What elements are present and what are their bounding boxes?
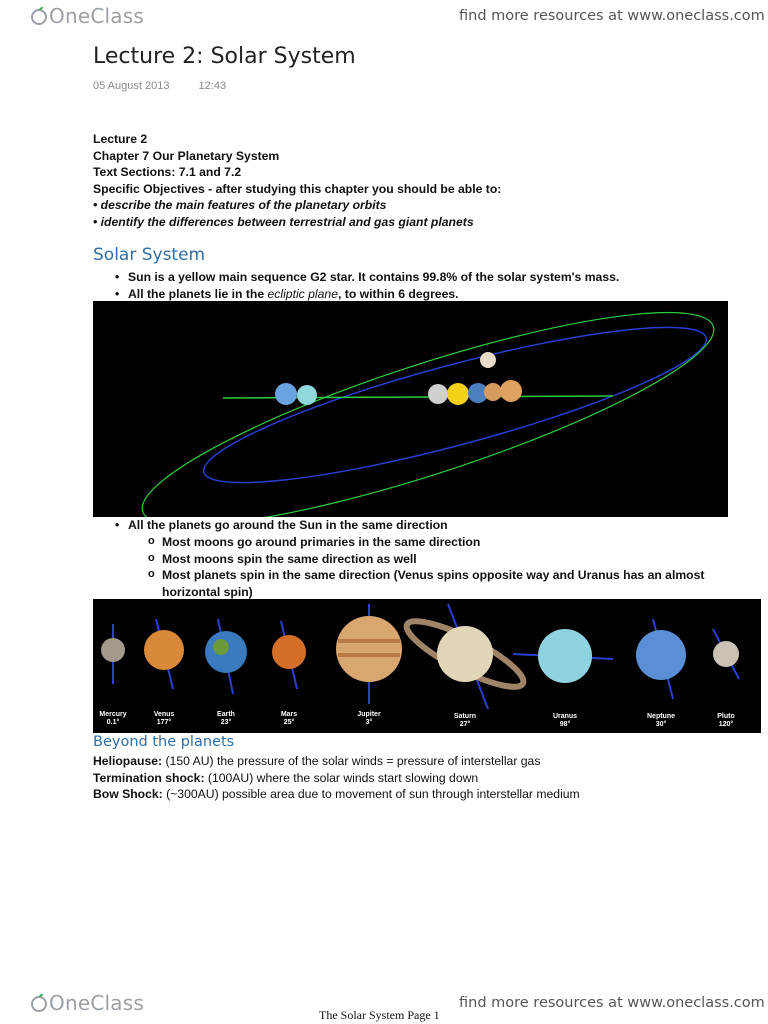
planet-label-saturn xyxy=(440,713,490,729)
planet-pluto xyxy=(713,641,739,667)
footer-page-label: The Solar System Page 1 xyxy=(319,1008,440,1022)
intro-line: Lecture 2 xyxy=(93,132,148,146)
planet-neptune xyxy=(636,630,686,680)
bullet-item: • All the planets go around the Sun in the same direction xyxy=(115,517,448,534)
intro-line: Text Sections: 7.1 and 7.2 xyxy=(93,165,242,179)
term-termination-shock: Termination shock: xyxy=(93,770,205,785)
bullet-emphasis: ecliptic plane xyxy=(267,286,338,301)
planet-tilt: 27° xyxy=(459,721,471,728)
planet-tilt: 30° xyxy=(655,721,667,728)
planet-tilt: 120° xyxy=(718,721,734,728)
objective-item: • describe the main features of the planetary orbits xyxy=(93,198,387,212)
logo-text: OneClass xyxy=(49,991,144,1015)
oneclass-logo-icon xyxy=(30,7,48,25)
footer-oneclass-logo[interactable] xyxy=(30,991,144,1015)
planet-label-mercury xyxy=(88,711,138,727)
intro-block xyxy=(93,131,501,230)
section-heading-beyond: Beyond the planets xyxy=(93,734,235,750)
planet-name: Mercury xyxy=(99,711,127,718)
beyond-text: (150 AU) the pressure of the solar winds = pressure of interstellar gas xyxy=(162,754,541,768)
term-heliopause: Heliopause: xyxy=(93,754,163,768)
promo-link[interactable]: find more resources at www.oneclass.com xyxy=(459,8,765,24)
oneclass-logo-icon xyxy=(30,994,48,1012)
planet-spin-image xyxy=(93,599,761,733)
planet-jupiter xyxy=(336,616,402,682)
beyond-text: (100AU) where the solar winds start slowing down xyxy=(204,770,479,785)
planet-saturn xyxy=(437,626,493,682)
planet-label-neptune xyxy=(636,713,686,729)
logo-text: OneClass xyxy=(49,4,144,28)
bullet-text: All the planets lie in the xyxy=(128,286,268,301)
planet-label-venus xyxy=(139,711,189,727)
beyond-line xyxy=(93,753,580,770)
term-bow-shock: Bow Shock: xyxy=(93,787,163,801)
planet-venus xyxy=(144,630,184,670)
planet-name: Venus xyxy=(153,711,175,718)
planet-tilt: 23° xyxy=(220,719,232,726)
page-meta xyxy=(93,80,252,92)
ecliptic-orbits-graphic xyxy=(93,301,728,517)
planet-label-uranus xyxy=(540,713,590,729)
planet-tilt: 0.1° xyxy=(106,719,120,726)
planet-uranus xyxy=(538,629,592,683)
intro-line: Chapter 7 Our Planetary System xyxy=(93,148,280,163)
ecliptic-orbits-image xyxy=(93,301,728,517)
intro-line: Specific Objectives - after studying this chapter you should be able to: xyxy=(93,181,502,196)
page-time: 12:43 xyxy=(198,80,227,92)
planet-name: Earth xyxy=(217,711,235,718)
bullet-list xyxy=(115,269,619,302)
beyond-line xyxy=(93,786,580,803)
planet-tilt: 177° xyxy=(156,719,172,726)
sub-bullet-item: o Most moons go around primaries in the same direction xyxy=(148,534,708,551)
sub-bullet-item: o Most planets spin in the same direction (Venus spins opposite way and Uranus has an almost horizontal spin) xyxy=(148,567,708,600)
planet-name: Jupiter xyxy=(357,711,381,718)
planet-name: Neptune xyxy=(647,713,675,720)
page-date: 05 August 2013 xyxy=(93,80,170,92)
bullet-item: • Sun is a yellow main sequence G2 star. It contains 99.8% of the solar system's mass. xyxy=(115,269,619,286)
planet-label-earth xyxy=(201,711,251,727)
planet-mars xyxy=(272,635,306,669)
footer-promo-link[interactable]: find more resources at www.oneclass.com xyxy=(459,995,765,1011)
bullet-text: , to within 6 degrees. xyxy=(337,286,459,301)
planet-name: Mars xyxy=(280,711,298,718)
beyond-line xyxy=(93,770,580,787)
planet-name: Saturn xyxy=(453,713,477,720)
oneclass-logo[interactable] xyxy=(30,4,144,28)
planet-mercury xyxy=(101,638,125,662)
planet-name: Uranus xyxy=(552,713,578,720)
bullet-item xyxy=(115,286,619,303)
objective-item: • identify the differences between terrestrial and gas giant planets xyxy=(93,214,474,229)
beyond-text: (~300AU) possible area due to movement of sun through interstellar medium xyxy=(162,787,580,801)
planet-label-jupiter xyxy=(344,711,394,727)
planet-tilt: 98° xyxy=(559,721,571,728)
planet-tilt: 3° xyxy=(365,719,373,726)
planet-label-pluto xyxy=(701,713,751,729)
planet-name: Pluto xyxy=(717,713,735,720)
page-title: Lecture 2: Solar System xyxy=(93,44,356,69)
planet-label-mars xyxy=(264,711,314,727)
planet-tilt: 25° xyxy=(283,719,295,726)
section-heading-solar-system: Solar System xyxy=(93,245,206,265)
beyond-block xyxy=(93,753,580,803)
sub-bullet-list xyxy=(148,534,708,600)
bullet-list-direction xyxy=(115,517,448,534)
sub-bullet-item: o Most moons spin the same direction as well xyxy=(148,551,708,568)
